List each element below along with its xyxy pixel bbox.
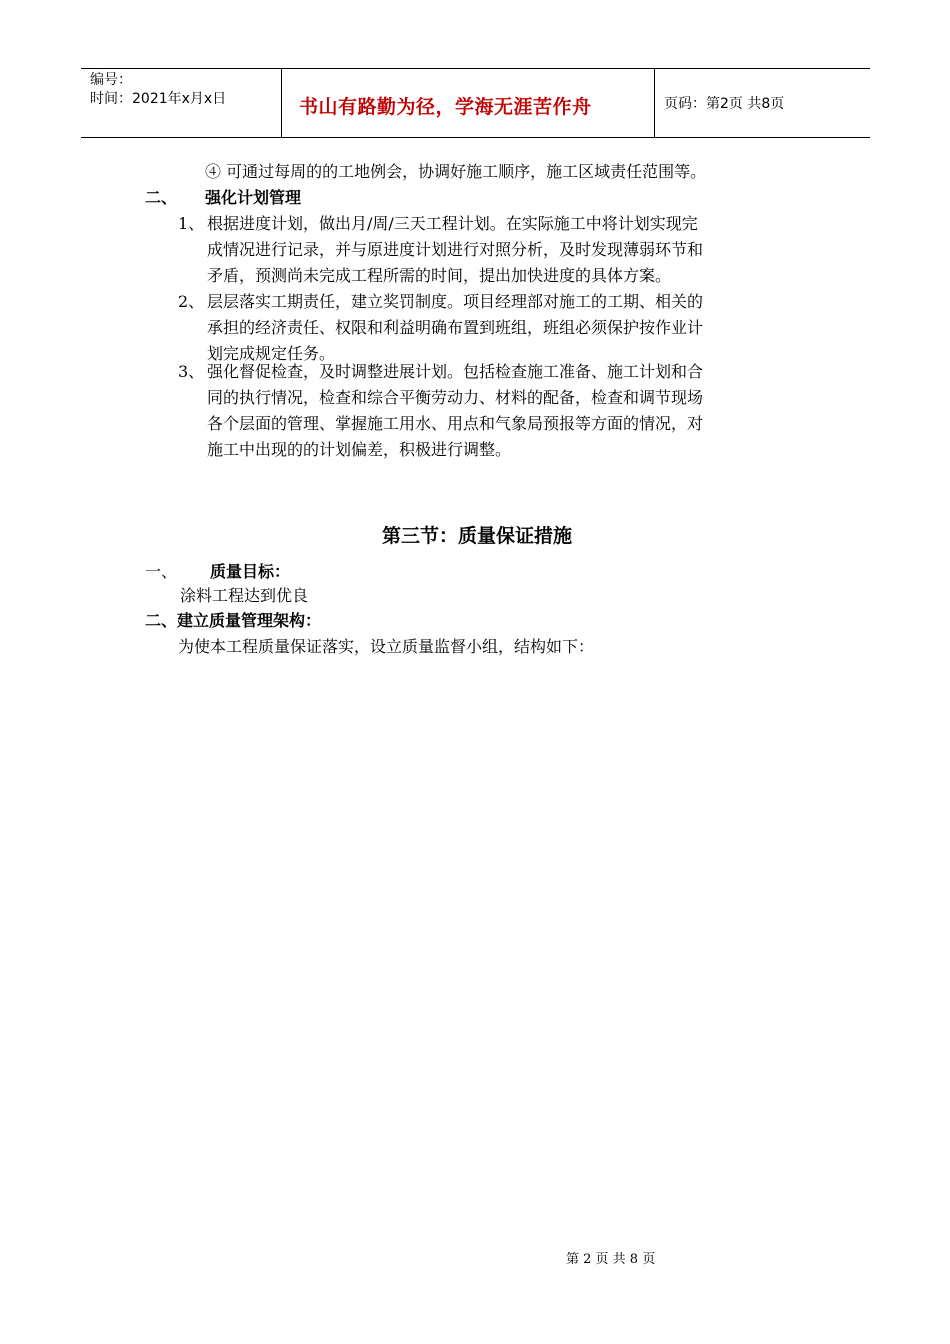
quality-1-title: 质量目标： <box>210 562 291 581</box>
quality-2-title: 二、建立质量管理架构： <box>145 611 322 630</box>
list-item-line: 层层落实工期责任，建立奖罚制度。项目经理部对施工的工期、相关的 <box>207 292 704 311</box>
number-label: 编号： <box>90 72 132 88</box>
item-4: ④ 可通过每周的的工地例会，协调好施工顺序，施工区域责任范围等。 <box>205 162 707 181</box>
list-item-line: 划完成规定任务。 <box>207 344 336 363</box>
list-item-line: 根据进度计划，做出月/周/三天工程计划。在实际施工中将计划实现完 <box>207 214 698 233</box>
page-footer: 第 2 页 共 8 页 <box>566 1252 656 1267</box>
quality-1-text: 涂料工程达到优良 <box>180 586 309 605</box>
quality-2-text: 为使本工程质量保证落实，设立质量监督小组，结构如下： <box>178 637 595 656</box>
list-item-number: 3、 <box>178 362 205 381</box>
list-item-number: 1、 <box>178 214 205 233</box>
quality-1-number: 一、 <box>145 562 178 581</box>
list-item-line: 施工中出现的的计划偏差，积极进行调整。 <box>207 440 512 459</box>
list-item-number: 2、 <box>178 292 205 311</box>
list-item-line: 成情况进行记录，并与原进度计划进行对照分析，及时发现薄弱环节和 <box>207 240 704 259</box>
time-label: 时间：2021年x月x日 <box>90 91 227 107</box>
list-item-line: 强化督促检查，及时调整进展计划。包括检查施工准备、施工计划和合 <box>207 362 704 381</box>
list-item-line: 承担的经济责任、权限和利益明确布置到班组，班组必须保护按作业计 <box>207 318 704 337</box>
header-divider-right <box>654 69 655 137</box>
motto-text: 书山有路勤为径，学海无涯苦作舟 <box>299 96 592 118</box>
section-3-title: 第三节：质量保证措施 <box>382 525 573 547</box>
page-label: 页码：第2页 共8页 <box>664 96 785 112</box>
header-divider-left <box>281 69 282 137</box>
list-item-line: 同的执行情况，检查和综合平衡劳动力、材料的配备，检查和调节现场 <box>207 388 704 407</box>
list-item-line: 各个层面的管理、掌握施工用水、用点和气象局预报等方面的情况，对 <box>207 414 704 433</box>
list-item-line: 矛盾，预测尚未完成工程所需的时间，提出加快进度的具体方案。 <box>207 266 672 285</box>
section-2-title: 强化计划管理 <box>205 188 302 207</box>
section-2-number: 二、 <box>145 188 178 207</box>
